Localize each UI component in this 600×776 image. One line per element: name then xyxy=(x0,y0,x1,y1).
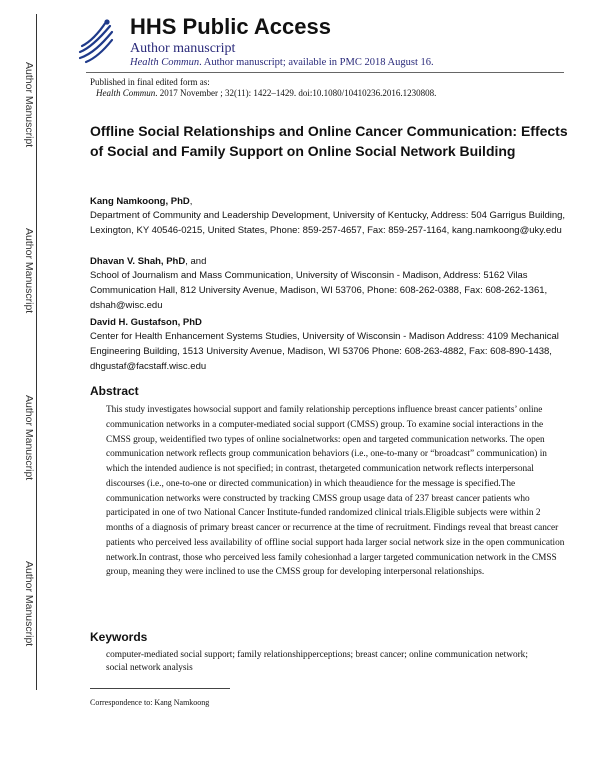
citation xyxy=(96,88,436,98)
sidebar-label: Author Manuscript xyxy=(23,228,35,314)
footnote-divider xyxy=(90,688,230,689)
correspondence-footnote: Correspondence to: Kang Namkoong xyxy=(90,698,210,707)
citation-details: . 2017 November ; 32(11): 1422–1429. doi:10.1080/10410236.2016.1230808. xyxy=(155,88,437,98)
author-affiliation: Center for Health Enhancement Systems Studies, University of Wisconsin - Madison Address: 4109 Mechanical Engineering Building, 1513 University Avenue, Madison, WI 53706 Phone: 608-263-4882, Fax: 608-890-1438, dhgustaf@facstaff.wisc.edu xyxy=(90,331,559,372)
article-title: Offline Social Relationships and Online Cancer Communication: Effects of Social and Family Support on Online Social Network Building xyxy=(90,123,568,159)
sidebar-divider xyxy=(36,14,37,690)
author-name xyxy=(90,196,192,207)
abstract-text: This study investigates howsocial support and family relationship perceptions influence breast cancer patients’ online communication networks in a computer-mediated social support (CMSS) group. To examine social interactions in the CMSS group, weidentified two types of online socialnetworks: open and targeted communication networks. The open communication network reflects group communication behaviors (i.e., one-to-many or “broadcast” communication) in which the intended audience is not specified; in contrast, thetargeted communication network reflects interpersonal discourses (i.e., one-to-one or directed communication) in which theaudience for the message is specified.The communication networks were constructed by tracking CMSS group usage data of 237 breast cancer patients who participated in one of two National Cancer Institute-funded randomized clinical trials.Eligible subjects were within 2 months of a diagnosis of primary breast cancer or recurrence at the time of recruitment. Findings reveal that breast cancer patients who perceived less availability of offline social support hada larger social network size in the open communication network.In contrast, those who perceived less family cohesionhad a larger targeted communication network in the CMSS group, meaning they were inclined to use the CMSS group for developing interpersonal relationships. xyxy=(106,405,565,578)
citation-journal: Health Commun xyxy=(96,88,156,98)
author-name-text: Kang Namkoong, PhD xyxy=(90,196,190,207)
sidebar-label: Author Manuscript xyxy=(23,62,35,148)
author-name-text: Dhavan V. Shah, PhD xyxy=(90,256,186,267)
author-name xyxy=(90,317,202,328)
author-name xyxy=(90,256,206,267)
author-affiliation: Department of Community and Leadership Development, University of Kentucky, Address: 504 Garrigus Building, Lexington, KY 40546-0215, United States, Phone: 859-257-4657, Fax: 859-257-1164, kang.namkoong@uky.edu xyxy=(90,210,566,236)
keywords-text: computer-mediated social support; family relationshipperceptions; breast cancer; online communication network; social network analysis xyxy=(106,650,528,673)
sidebar-label: Author Manuscript xyxy=(23,395,35,481)
header-subtitle: Author manuscript xyxy=(130,41,236,56)
keywords-heading: Keywords xyxy=(90,630,148,644)
page-title: HHS Public Access xyxy=(130,14,331,39)
sidebar-label: Author Manuscript xyxy=(23,561,35,647)
author-suffix: , and xyxy=(185,256,207,267)
header-journal-name: Health Commun xyxy=(130,57,200,68)
header-journal-line xyxy=(130,57,434,68)
header-journal-availability: . Author manuscript; available in PMC 2018 August 16. xyxy=(199,57,434,68)
author-affiliation: School of Journalism and Mass Communication, University of Wisconsin - Madison, Address: 5162 Vilas Communication Hall, 812 University Avenue, Madison, WI 53706, Phone: 608-262-0388, Fax: 608-262-1361, dshah@wisc.edu xyxy=(90,270,548,311)
header-divider xyxy=(86,72,564,73)
published-label: Published in final edited form as: xyxy=(90,77,210,87)
abstract-heading: Abstract xyxy=(90,384,139,398)
author-name-text: David H. Gustafson, PhD xyxy=(90,317,202,328)
hhs-eagle-logo-icon xyxy=(76,16,116,64)
author-suffix: , xyxy=(189,196,193,207)
